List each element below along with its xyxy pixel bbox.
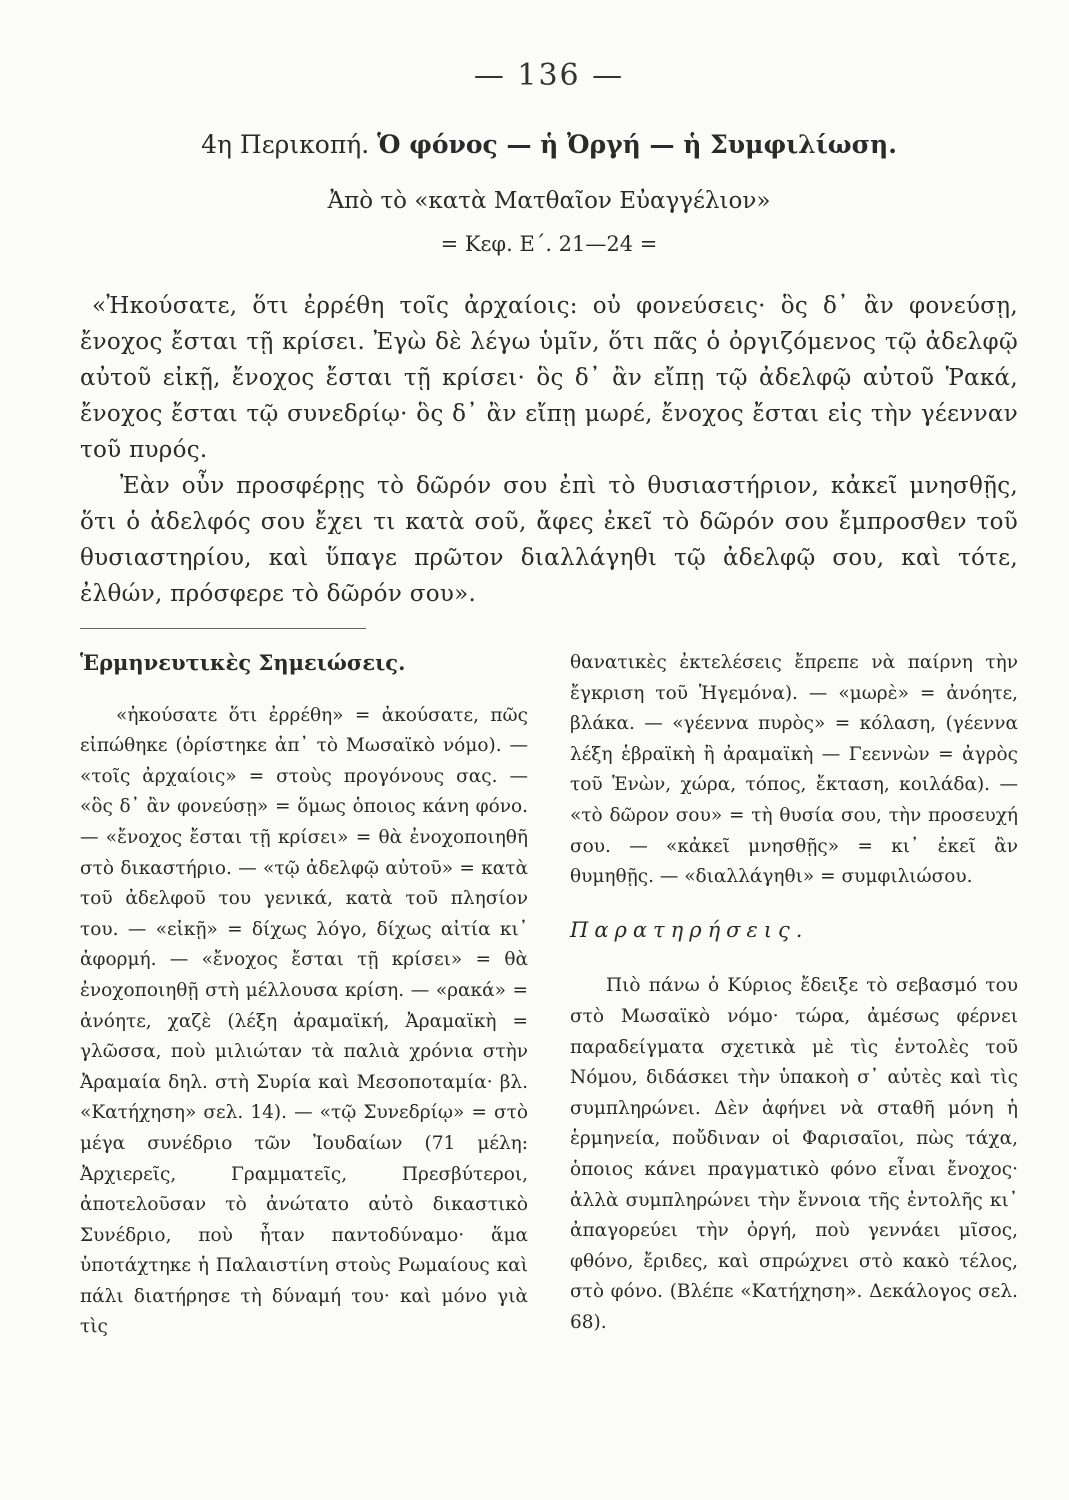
passage-paragraph-1: «Ἠκούσατε, ὅτι ἐρρέθη τοῖς ἀρχαίοις: οὐ φονεύσεις· ὃς δ᾽ ἂν φονεύσῃ, ἔνοχος ἔσται τῇ κρίσει. Ἐγὼ δὲ λέγω ὑμῖν, ὅτι πᾶς ὁ ὀργιζόμενος τῷ ἀδελφῷ αὐτοῦ εἰκῇ, ἔνοχος ἔσται τῇ κρίσει· ὃς δ᾽ ἂν εἴπῃ τῷ ἀδελφῷ αὐτοῦ Ῥακά, ἔνοχος ἔσται τῷ συνεδρίῳ· ὃς δ᾽ ἂν εἴπῃ μωρέ, ἔνοχος ἔσται εἰς τὴν γέενναν τοῦ πυρός. — [80, 293, 1018, 463]
observations-title: Παρατηρήσεις. — [570, 917, 809, 942]
section-divider — [80, 628, 366, 629]
book-page — [80, 0, 1018, 1500]
observations-text: Πιὸ πάνω ὁ Κύριος ἔδειξε τὸ σεβασμό του στὸ Μωσαϊκὸ νόμο· τώρα, ἀμέσως φέρνει παραδείγματα σχετικὰ μὲ τὶς ἐντολὲς τοῦ Νόμου, διδάσκει τὴν ὑπακοὴ σ᾽ αὐτὲς καὶ τὶς συμπληρώνει. Δὲν ἀφήνει νὰ σταθῆ μόνη ἡ ἑρμηνεία, ποὔδιναν οἱ Φαρισαῖοι, πὼς τάχα, ὁποιος κάνει πραγματικὸ φόνο εἶναι ἔνοχος· ἀλλὰ συμπληρώνει τὴν ἔννοια τῆς ἐντολῆς κι᾽ ἀπαγορεύει τὴν ὀργή, ποὺ γεννάει μῖσος, φθόνο, ἔριδες, καὶ σπρώχνει στὸ κακὸ τέλος, στὸ φόνο. (Βλέπε «Κατήχηση». Δεκάλογος σελ. 68). — [570, 975, 1018, 1333]
scripture-source: Ἀπὸ τὸ «κατὰ Ματθαῖον Εὐαγγέλιον» — [327, 188, 771, 214]
passage-paragraph-2: Ἐὰν οὖν προσφέρῃς τὸ δῶρόν σου ἐπὶ τὸ θυσιαστήριον, κἀκεῖ μνησθῇς, ὅτι ὁ ἀδελφός σου ἔχει τι κατὰ σοῦ, ἄφες ἐκεῖ τὸ δῶρόν σου ἔμπροσθεν τοῦ θυσιαστηρίου, καὶ ὕπαγε πρῶτον διαλλάγηθι τῷ ἀδελφῷ σου, καὶ τότε, ἐλθών, πρόσφερε τὸ δῶρόν σου». — [80, 473, 1018, 607]
chapter-reference: = Κεφ. Ε΄. 21—24 = — [440, 232, 658, 256]
section-number: 4η Περικοπή. — [201, 130, 378, 159]
notes-left-column — [80, 648, 528, 1343]
notes-right-column — [570, 648, 1018, 1338]
section-heading — [80, 130, 1018, 159]
notes-text-right: θανατικὲς ἐκτελέσεις ἔπρεπε νὰ παίρνη τὴν ἔγκριση τοῦ Ἡγεμόνα). — «μωρὲ» = ἀνόητε, βλάκα. — «γέεννα πυρὸς» = κόλαση, (γέεννα λέξη ἑβραϊκὴ ἢ ἀραμαϊκὴ — Γεεννὼν = ἀγρὸς τοῦ Ἑνὼν, χώρα, τόπος, ἔκταση, κοιλάδα). — «τὸ δῶρον σου» = τὴ θυσία σου, τὴν προσευχή σου. — «κἀκεῖ μνησθῇς» = κι᾽ ἐκεῖ ἂν θυμηθῇς. — «διαλλάγηθι» = συμφιλιώσου. — [570, 652, 1018, 888]
notes-text-left: «ἠκούσατε ὅτι ἐρρέθη» = ἀκούσατε, πῶς εἰπώθηκε (ὁρίστηκε ἀπ᾽ τὸ Μωσαϊκὸ νόμο). — «τοῖς ἀρχαίοις» = στοὺς προγόνους σας. — «ὃς δ᾽ ἂν φονεύσῃ» = ὅμως ὁποιος κάνη φόνο. — «ἔνοχος ἔσται τῇ κρίσει» = θὰ ἐνοχοποιηθῆ στὸ δικαστήριο. — «τῷ ἀδελφῷ αὐτοῦ» = κατὰ τοῦ ἀδελφοῦ του γενικά, κατὰ τοῦ πλησίον του. — «εἰκῇ» = δίχως λόγο, δίχως αἰτία κι᾽ ἀφορμή. — «ἔνοχος ἔσται τῇ κρίσει» = θὰ ἐνοχοποιηθῇ στὴ μέλλουσα κρίση. — «ρακά» = ἀνόητε, χαζὲ (λέξη ἀραμαϊκή, Ἀραμαϊκὴ = γλῶσσα, ποὺ μιλιώταν τὰ παλιὰ χρόνια στὴν Ἀραμαία δηλ. στὴ Συρία καὶ Μεσοποταμία· βλ. «Κατήχηση» σελ. 14). — «τῷ Συνεδρίῳ» = στὸ μέγα συνέδριο τῶν Ἰουδαίων (71 μέλη: Ἀρχιερεῖς, Γραμματεῖς, Πρεσβύτεροι, ἀποτελοῦσαν τὸ ἀνώτατο αὐτὸ δικαστικὸ Συνέδριο, ποὺ ἦταν παντοδύναμο· ἅμα ὑποτάχτηκε ἡ Παλαιστίνη στοὺς Ρωμαίους καὶ πάλι διατήρησε τὴ δύναμή του· καὶ μόνο γιὰ τὶς — [80, 704, 528, 1338]
scripture-passage — [80, 288, 1018, 612]
notes-title: Ἑρμηνευτικὲς Σημειώσεις. — [80, 650, 406, 675]
page-number: — 136 — — [473, 58, 625, 93]
section-title: Ὁ φόνος — ἡ Ὀργή — ἡ Συμφιλίωση. — [377, 130, 897, 159]
